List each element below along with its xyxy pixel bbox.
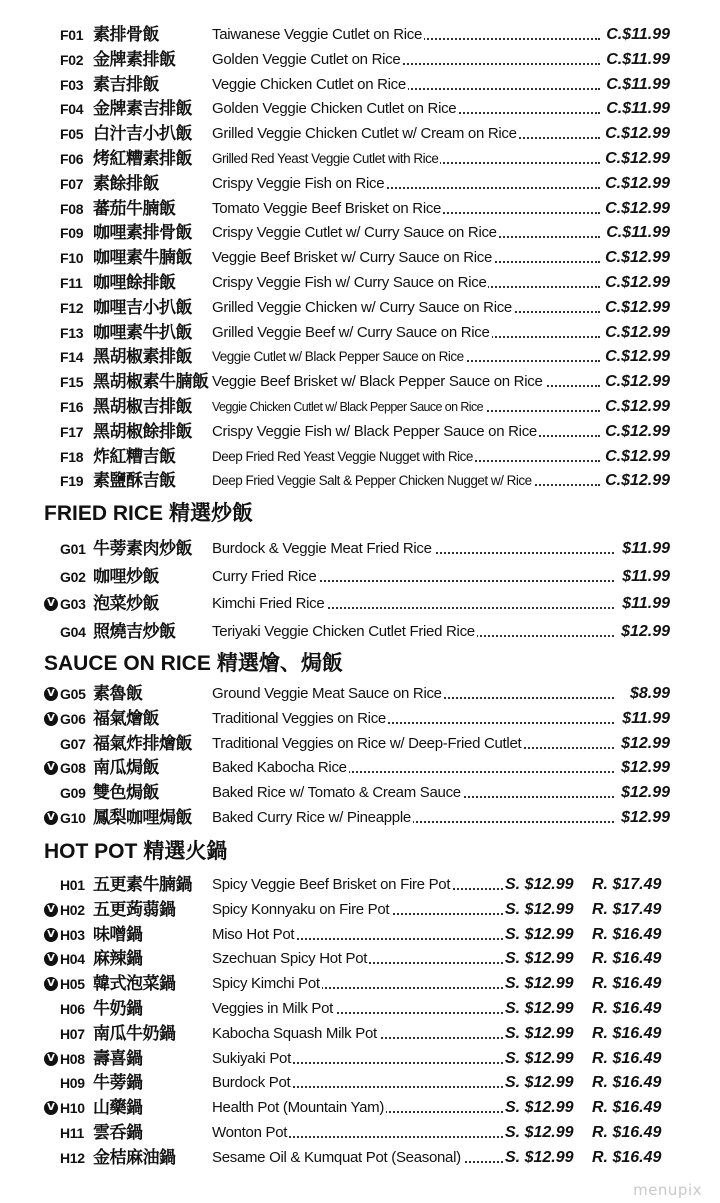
menu-item [0,271,720,295]
menu-item [0,469,720,493]
menu-item [0,420,720,444]
price-regular: R. $16.49 [592,1099,662,1117]
section-title: SAUCE ON RICE [44,652,211,675]
item-price: C.$12.99 [605,472,670,490]
menu-item [0,947,720,971]
item-price: C.$12.99 [605,199,670,217]
item-name-zh: 炸紅糟吉飯 [93,446,176,467]
item-code: F16 [60,399,84,415]
item-name-zh: 福氣炸排燴飯 [93,733,192,754]
item-name-zh: 素餘排飯 [93,173,159,194]
item-name-zh: 壽喜鍋 [93,1048,143,1069]
item-name-en: Crispy Veggie Fish w/ Curry Sauce on Rice [212,274,487,291]
menu-item [0,873,720,897]
item-code: F19 [60,473,84,490]
item-code: F07 [60,175,84,192]
vegan-icon: V [44,761,58,775]
item-name-en: Spicy Konnyaku on Fire Pot [212,900,390,918]
item-code: F11 [60,275,83,291]
menu-item [0,898,720,922]
price-regular: R. $16.49 [592,1000,662,1017]
item-name-zh: 鳳梨咖哩焗飯 [93,808,192,828]
item-name-zh: 素魯飯 [93,684,143,704]
price-regular: R. $16.49 [592,1148,662,1166]
item-code: G05 [60,686,86,702]
item-code: H12 [60,1149,85,1166]
item-name-en: Sukiyaki Pot [212,1049,291,1067]
item-name-en: Health Pot (Mountain Yam) [212,1099,385,1117]
item-code: H01 [60,877,85,893]
item-name-zh: 味噌鍋 [93,924,143,945]
item-name-en: Baked Rice w/ Tomato & Cream Sauce [212,784,461,802]
item-name-zh: 咖哩炒飯 [93,566,159,587]
menu-item [0,923,720,947]
item-name-zh: 雲呑鍋 [93,1123,143,1143]
item-name-zh: 南瓜牛奶鍋 [93,1023,176,1044]
item-name-en: Grilled Veggie Beef w/ Curry Sauce on Rice [212,323,490,341]
item-code: G10 [60,810,86,826]
item-name-zh: 雙色焗飯 [93,783,159,804]
item-code: H11 [60,1125,85,1141]
item-name-zh: 牛蒡鍋 [93,1073,143,1094]
menu-item [0,172,720,196]
item-name-zh: 照燒吉炒飯 [93,621,176,642]
item-code: G04 [60,623,86,640]
item-code: H05 [60,976,85,993]
item-code: G03 [60,596,86,612]
item-name-en: Veggie Beef Brisket w/ Curry Sauce on Rice [212,249,493,267]
item-name-zh: 五更素牛腩鍋 [93,875,192,895]
item-name-en: Curry Fried Rice [212,567,317,585]
menu-item [0,345,720,369]
section-title-zh: 精選火鍋 [143,839,228,863]
item-name-zh: 咖哩吉小扒飯 [93,297,192,318]
item-price: $12.99 [621,759,670,777]
item-name-zh: 金桔麻油鍋 [93,1147,176,1168]
item-name-zh: 黑胡椒素牛腩飯 [93,372,209,393]
menu-item [0,97,720,121]
item-price: $11.99 [622,567,670,585]
item-name-en: Kimchi Fried Rice [212,595,325,612]
item-code: H04 [60,951,85,968]
item-name-en: Ground Veggie Meat Sauce on Rice [212,685,442,702]
item-name-zh: 咖哩素牛扒飯 [93,322,192,343]
item-code: G07 [60,735,86,752]
price-small: S. $12.99 [505,1099,574,1117]
vegan-icon: V [44,687,58,701]
menu-item [0,1121,720,1145]
item-price: C.$12.99 [605,274,670,291]
menu-item [0,122,720,146]
item-price: C.$12.99 [605,150,670,167]
menu-item [0,537,720,561]
menu-item [0,682,720,706]
item-name-zh: 黑胡椒素排飯 [93,347,192,368]
item-price: C.$11.99 [606,224,670,242]
item-code: H10 [60,1100,85,1117]
item-code: H07 [60,1025,85,1042]
menu-item [0,565,720,589]
menu-item [0,395,720,419]
item-price: $12.99 [621,784,670,802]
item-code: F13 [60,324,84,341]
item-price: C.$11.99 [606,75,670,93]
item-name-en: Grilled Veggie Chicken Cutlet w/ Cream on Rice [212,125,517,143]
vegan-icon: V [44,597,58,611]
item-code: F03 [60,76,84,93]
vegan-icon: V [44,903,58,917]
item-price: $12.99 [621,809,670,826]
vegan-icon: V [44,952,58,966]
price-regular: R. $17.49 [592,876,662,893]
menu-item [0,592,720,616]
item-name-en: Burdock Pot [212,1074,291,1092]
item-price: C.$12.99 [605,348,670,366]
item-name-en: Deep Fried Red Yeast Veggie Nugget with Rice [212,448,473,464]
item-name-zh: 金牌素吉排飯 [93,99,192,120]
item-price: $8.99 [629,685,670,702]
item-name-zh: 咖哩素排骨飯 [93,223,192,244]
menu-item [0,246,720,270]
item-code: F09 [60,225,84,242]
item-code: F05 [60,126,84,143]
item-name-zh: 牛奶鍋 [93,999,143,1019]
menu-item [0,48,720,72]
item-name-en: Spicy Veggie Beef Brisket on Fire Pot [212,876,451,893]
menu-item [0,23,720,47]
item-name-en: Crispy Veggie Cutlet w/ Curry Sauce on Rice [212,224,497,242]
item-code: G02 [60,568,86,585]
price-regular: R. $16.49 [592,950,662,968]
menu-item [0,73,720,97]
item-name-zh: 韓式泡菜鍋 [93,974,176,995]
item-code: F01 [60,27,84,43]
item-code: F12 [60,299,84,316]
menu-item [0,972,720,996]
item-name-en: Szechuan Spicy Hot Pot [212,950,368,968]
item-price: $12.99 [621,734,670,752]
menu-item [0,1022,720,1046]
item-code: H02 [60,901,85,918]
menu-item [0,997,720,1021]
item-code: F15 [60,374,84,391]
menu-item [0,197,720,221]
section-heading-g [44,500,253,527]
item-code: G08 [60,760,86,777]
item-name-zh: 咖哩素牛腩飯 [93,248,192,269]
price-small: S. $12.99 [505,900,574,918]
vegan-icon: V [44,928,58,942]
price-small: S. $12.99 [505,1000,574,1017]
item-price: $11.99 [622,709,670,727]
item-name-zh: 牛蒡素肉炒飯 [93,539,192,559]
menu-item [0,445,720,469]
item-name-en: Baked Curry Rice w/ Pineapple [212,809,411,826]
item-name-en: Burdock & Veggie Meat Fried Rice [212,540,432,557]
item-name-zh: 福氣燴飯 [93,708,159,729]
item-price: C.$12.99 [605,249,670,267]
section-title-zh: 精選燴、焗飯 [216,651,343,675]
item-code: F10 [60,250,84,267]
item-name-en: Grilled Red Yeast Veggie Cutlet with Rice [212,151,439,166]
item-price: C.$11.99 [606,26,670,43]
item-name-en: Tomato Veggie Beef Brisket on Rice [212,199,442,217]
item-name-zh: 咖哩餘排飯 [93,273,176,293]
vegan-icon: V [44,1101,58,1115]
vegan-icon: V [44,977,58,991]
item-code: F04 [60,101,84,118]
price-regular: R. $16.49 [592,1049,662,1067]
vegan-icon: V [44,1052,58,1066]
item-name-zh: 白汁吉小扒飯 [93,124,192,145]
menu-item [0,732,720,756]
price-small: S. $12.99 [505,925,574,943]
item-name-en: Kabocha Squash Milk Pot [212,1024,377,1042]
item-name-en: Miso Hot Pot [212,925,295,943]
menu-item [0,756,720,780]
item-price: C.$12.99 [605,398,670,415]
item-name-zh: 南瓜焗飯 [93,758,159,779]
menu-item [0,781,720,805]
item-code: H06 [60,1001,85,1017]
menu-item [0,370,720,394]
item-name-zh: 泡菜炒飯 [93,594,159,614]
menu-item [0,620,720,644]
item-name-en: Taiwanese Veggie Cutlet on Rice [212,26,423,43]
price-small: S. $12.99 [505,1049,574,1067]
menu-item [0,1071,720,1095]
item-code: G01 [60,541,86,557]
item-name-en: Veggie Chicken Cutlet w/ Black Pepper Sauce on Rice [212,400,483,414]
item-name-en: Wonton Pot [212,1124,288,1141]
item-name-en: Veggie Beef Brisket w/ Black Pepper Sauce on Rice [212,373,543,391]
item-price: C.$11.99 [606,100,670,118]
menu-item [0,147,720,171]
item-name-en: Golden Veggie Cutlet on Rice [212,50,401,68]
menu-item [0,1146,720,1170]
price-regular: R. $16.49 [592,925,662,943]
item-name-en: Traditional Veggies on Rice w/ Deep-Fried Cutlet [212,734,522,752]
price-regular: R. $17.49 [592,900,662,918]
item-code: H03 [60,926,85,943]
item-price: $11.99 [622,540,670,557]
price-regular: R. $16.49 [592,1074,662,1092]
price-regular: R. $16.49 [592,975,662,993]
item-name-en: Baked Kabocha Rice [212,759,347,777]
item-price: $12.99 [621,622,670,640]
item-name-zh: 麻辣鍋 [93,949,143,970]
price-small: S. $12.99 [505,1124,574,1141]
price-small: S. $12.99 [505,950,574,968]
price-small: S. $12.99 [505,1148,574,1166]
item-name-zh: 素吉排飯 [93,74,159,95]
item-name-en: Deep Fried Veggie Salt & Pepper Chicken Nugget w/ Rice [212,473,532,489]
item-price: C.$11.99 [606,50,670,68]
section-heading-s [44,650,343,677]
price-small: S. $12.99 [505,975,574,993]
price-regular: R. $16.49 [592,1124,662,1141]
item-name-zh: 山藥鍋 [93,1098,143,1119]
watermark: menupix [633,1181,702,1199]
item-name-zh: 蕃茄牛腩飯 [93,198,176,219]
price-small: S. $12.99 [505,1074,574,1092]
menu-item [0,707,720,731]
item-name-en: Traditional Veggies on Rice [212,709,386,727]
item-name-en: Grilled Veggie Chicken w/ Curry Sauce on Rice [212,298,512,316]
item-code: H09 [60,1075,85,1092]
menu-item [0,1096,720,1120]
item-name-en: Veggie Chicken Cutlet on Rice [212,75,406,93]
item-code: F18 [60,448,84,465]
vegan-icon: V [44,712,58,726]
section-heading-h [44,838,227,865]
item-name-en: Crispy Veggie Fish on Rice [212,174,385,192]
item-name-zh: 烤紅糟素排飯 [93,149,192,169]
item-code: F17 [60,423,84,440]
item-code: G06 [60,710,86,727]
item-price: C.$12.99 [605,298,670,316]
price-small: S. $12.99 [505,876,574,893]
menu-item [0,221,720,245]
section-title: FRIED RICE [44,502,164,525]
item-code: G09 [60,785,86,802]
item-name-en: Veggie Cutlet w/ Black Pepper Sauce on Rice [212,349,464,365]
menu-item [0,1047,720,1071]
item-name-en: Teriyaki Veggie Chicken Cutlet Fried Rice [212,622,475,640]
section-title: HOT POT [44,840,138,863]
item-name-en: Crispy Veggie Fish w/ Black Pepper Sauce on Rice [212,422,537,440]
item-price: C.$12.99 [605,447,670,465]
item-name-zh: 黑胡椒吉排飯 [93,397,192,417]
item-name-en: Sesame Oil & Kumquat Pot (Seasonal) [212,1148,461,1166]
menu-item [0,296,720,320]
item-code: F08 [60,200,84,217]
menu-item [0,321,720,345]
item-name-zh: 金牌素排飯 [93,49,176,70]
item-price: C.$12.99 [605,323,670,341]
item-price: $11.99 [622,595,670,612]
item-price: C.$12.99 [605,125,670,143]
item-name-en: Spicy Kimchi Pot [212,975,320,993]
section-title-zh: 精選炒飯 [169,501,254,525]
item-name-zh: 五更蒟蒻鍋 [93,899,176,920]
item-code: F14 [60,349,84,366]
price-regular: R. $16.49 [592,1024,662,1042]
vegan-icon: V [44,811,58,825]
item-name-en: Golden Veggie Chicken Cutlet on Rice [212,100,457,118]
item-price: C.$12.99 [605,373,670,391]
item-price: C.$12.99 [605,174,670,192]
item-name-en: Veggies in Milk Pot [212,1000,334,1017]
menu-item [0,806,720,830]
item-code: F06 [60,151,84,167]
item-code: F02 [60,51,84,68]
item-name-zh: 黑胡椒餘排飯 [93,421,192,442]
item-name-zh: 素鹽酥吉飯 [93,471,176,492]
item-price: C.$12.99 [605,422,670,440]
item-code: H08 [60,1050,85,1067]
item-name-zh: 素排骨飯 [93,25,159,45]
price-small: S. $12.99 [505,1024,574,1042]
